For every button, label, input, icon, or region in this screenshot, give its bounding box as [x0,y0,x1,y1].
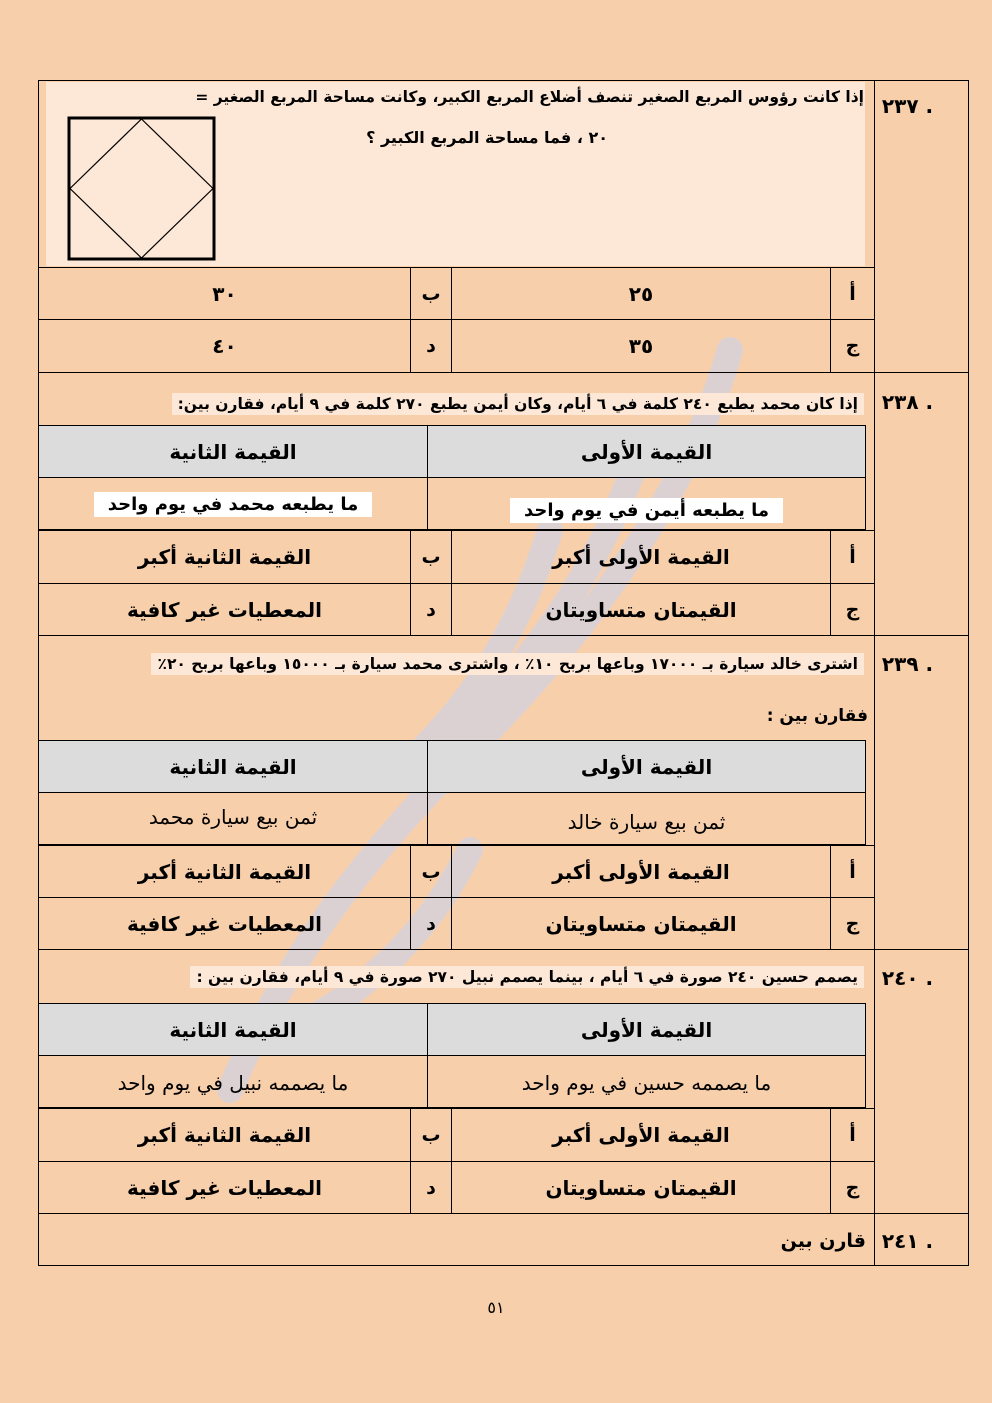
q238-option-b[interactable]: القيمة الثانية أكبر [137,545,312,569]
squares-figure [67,116,217,262]
q240-number: . ٢٤٠ [881,966,934,990]
q239-option-a[interactable]: القيمة الأولى أكبر [552,859,730,884]
q239-line1: اشترى خالد سيارة بـ ١٧٠٠٠ وباعها بربح ١٠٪ ، واشترى محمد سيارة بـ ١٥٠٠٠ وباعها بربح ٢٠٪ [151,655,864,673]
q237-opt-a-letter: أ [849,282,856,305]
q237-option-c[interactable]: ٣٥ [628,334,654,358]
q237-opt-d-letter: د [426,335,436,357]
page-number: ٥١ [487,1298,505,1317]
q240-opt-d-letter: د [426,1176,436,1199]
q238-number: . ٢٣٨ [881,390,934,414]
q240-opt-a-letter: أ [849,1124,856,1146]
q240-option-b[interactable]: القيمة الثانية أكبر [137,1123,312,1147]
q237-number: . ٢٣٧ [881,94,934,118]
q241-number: . ٢٤١ [881,1229,934,1253]
q239-number: . ٢٣٩ [881,652,934,676]
q238-opt-a-letter: أ [849,546,856,568]
q238-option-a[interactable]: القيمة الأولى أكبر [552,545,730,569]
q238-value-first: ما يطبعه أيمن في يوم واحد [427,490,866,530]
q239-header-first-label: القيمة الأولى [580,754,713,779]
q237-opt-c-letter: ج [845,335,860,357]
q237-option-b[interactable]: ٣٠ [212,281,237,306]
q238-question: إذا كان محمد يطبع ٢٤٠ كلمة في ٦ أيام، وكان أيمن يطبع ٢٧٠ كلمة في ٩ أيام، فقارن بين: [172,395,864,413]
q239-opt-b-letter: ب [421,860,441,883]
q239-header-second-label: القيمة الثانية [169,754,297,779]
q240-option-d[interactable]: المعطيات غير كافية [126,1175,323,1200]
q238-opt-d-letter: د [426,598,436,621]
q240-opt-b-letter: ب [421,1124,441,1146]
q239-option-d[interactable]: المعطيات غير كافية [126,911,323,936]
q239-option-b[interactable]: القيمة الثانية أكبر [137,859,312,884]
q237-option-d[interactable]: ٤٠ [212,334,237,358]
q239-opt-a-letter: أ [849,860,856,883]
q239-value-second: ثمن بيع سيارة محمد [148,805,318,829]
q240-option-c[interactable]: القيمتان متساويتان [545,1175,737,1200]
q240-value-first: ما يصممه حسين في يوم واحد [521,1071,772,1095]
q239-value-first: ثمن بيع سيارة خالد [567,810,726,834]
q238-header-first-label: القيمة الأولى [580,439,713,464]
q241-question: قارن بين [780,1230,866,1252]
q237-line2: ٢٠ ، فما مساحة المربع الكبير ؟ [366,128,608,147]
q238-option-c[interactable]: القيمتان متساويتان [545,597,737,622]
q237-line1: إذا كانت رؤوس المربع الصغير تنصف أضلاع المربع الكبير، وكانت مساحة المربع الصغير = [195,88,864,106]
q240-value-second: ما يصممه نبيل في يوم واحد [117,1071,349,1095]
q237-opt-b-letter: ب [421,282,441,305]
q239-opt-c-letter: ج [845,912,860,935]
q239-opt-d-letter: د [426,912,436,935]
q240-option-a[interactable]: القيمة الأولى أكبر [552,1123,730,1147]
q237-option-a[interactable]: ٢٥ [628,281,654,306]
q238-opt-c-letter: ج [845,598,860,621]
q240-question: يصمم حسين ٢٤٠ صورة في ٦ أيام ، بينما يصمم نبيل ٢٧٠ صورة في ٩ أيام، فقارن بين : [190,968,864,986]
q238-option-d[interactable]: المعطيات غير كافية [126,597,323,622]
q239-option-c[interactable]: القيمتان متساويتان [545,911,737,936]
q239-line2: فقارن بين : [766,706,868,726]
q238-opt-b-letter: ب [421,546,441,568]
q240-header-second-label: القيمة الثانية [169,1017,297,1042]
q238-header-second-label: القيمة الثانية [169,439,297,464]
q238-value-second: ما يطبعه محمد في يوم واحد [38,484,428,524]
q240-opt-c-letter: ج [845,1176,860,1199]
q240-header-first-label: القيمة الأولى [580,1017,713,1042]
